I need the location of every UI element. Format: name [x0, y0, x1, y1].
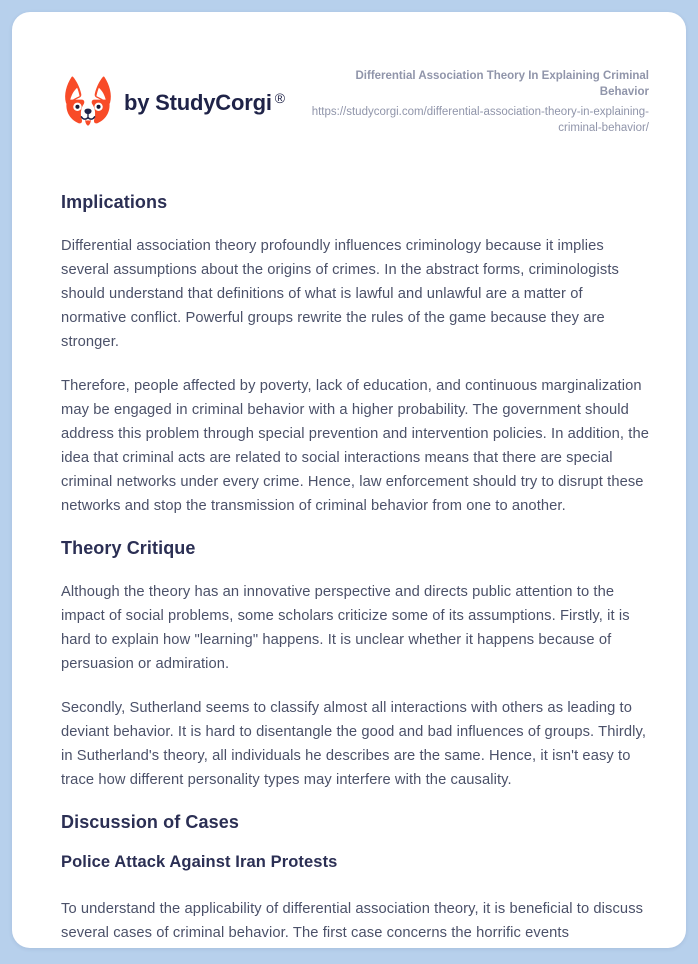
- document-title: Differential Association Theory In Explaining Criminal Behavior: [355, 70, 649, 99]
- brand: [61, 75, 285, 131]
- corgi-logo-icon: [61, 75, 115, 131]
- section-heading-theory-critique: Theory Critique: [61, 537, 196, 558]
- document-meta: [304, 68, 649, 136]
- brand-wordmark: [124, 90, 285, 116]
- paragraph-implications-1: Differential association theory profoundly influences criminology because it implies several assumptions about the origins of crimes. In the abstract forms, criminologists should understand that definitions of what is lawful and unlawful are a matter of normative conflict. Powerful groups rewrite the rules of the game because they are stronger.: [61, 237, 619, 350]
- paragraph-theory-critique-1: Although the theory has an innovative perspective and directs public attention to the impact of social problems, some scholars criticize some of its assumptions. Firstly, it is hard to explain how "learning" happens. It is unclear whether it happens because of persuasion or admiration.: [61, 583, 630, 672]
- brand-name: by StudyCorgi: [124, 90, 272, 115]
- paragraph-discussion-of-cases-1: To understand the applicability of differential association theory, it is beneficial to discuss several cases of criminal behavior. The first case concerns the horrific events: [61, 900, 644, 941]
- subsection-heading-police-attack-iran-protests: Police Attack Against Iran Protests: [61, 853, 338, 872]
- paragraph-theory-critique-2: Secondly, Sutherland seems to classify almost all interactions with others as leading to deviant behavior. It is hard to disentangle the good and bad influences of groups. Thirdly, in Sutherland's theory, all individuals he describes are the same. Hence, it isn't easy to trace how different personality types may interfere with the causality.: [61, 699, 647, 788]
- paragraph-implications-2: Therefore, people affected by poverty, lack of education, and continuous marginalization may be engaged in criminal behavior with a higher probability. The government should address this problem through special prevention and intervention policies. In addition, the idea that criminal acts are related to social interactions means that there are special criminal networks under every crime. Hence, law enforcement should try to disrupt these networks and stop the transmission of criminal behavior from one to another.: [61, 377, 649, 514]
- document-header: [61, 68, 649, 136]
- section-heading-implications: Implications: [61, 192, 168, 213]
- registered-trademark-icon: ®: [274, 90, 285, 106]
- section-heading-discussion-of-cases: Discussion of Cases: [61, 811, 239, 832]
- document-card: [12, 12, 686, 948]
- document-body: [61, 192, 649, 945]
- document-url[interactable]: https://studycorgi.com/differential-association-theory-in-explaining-criminal-behavior/: [311, 106, 649, 135]
